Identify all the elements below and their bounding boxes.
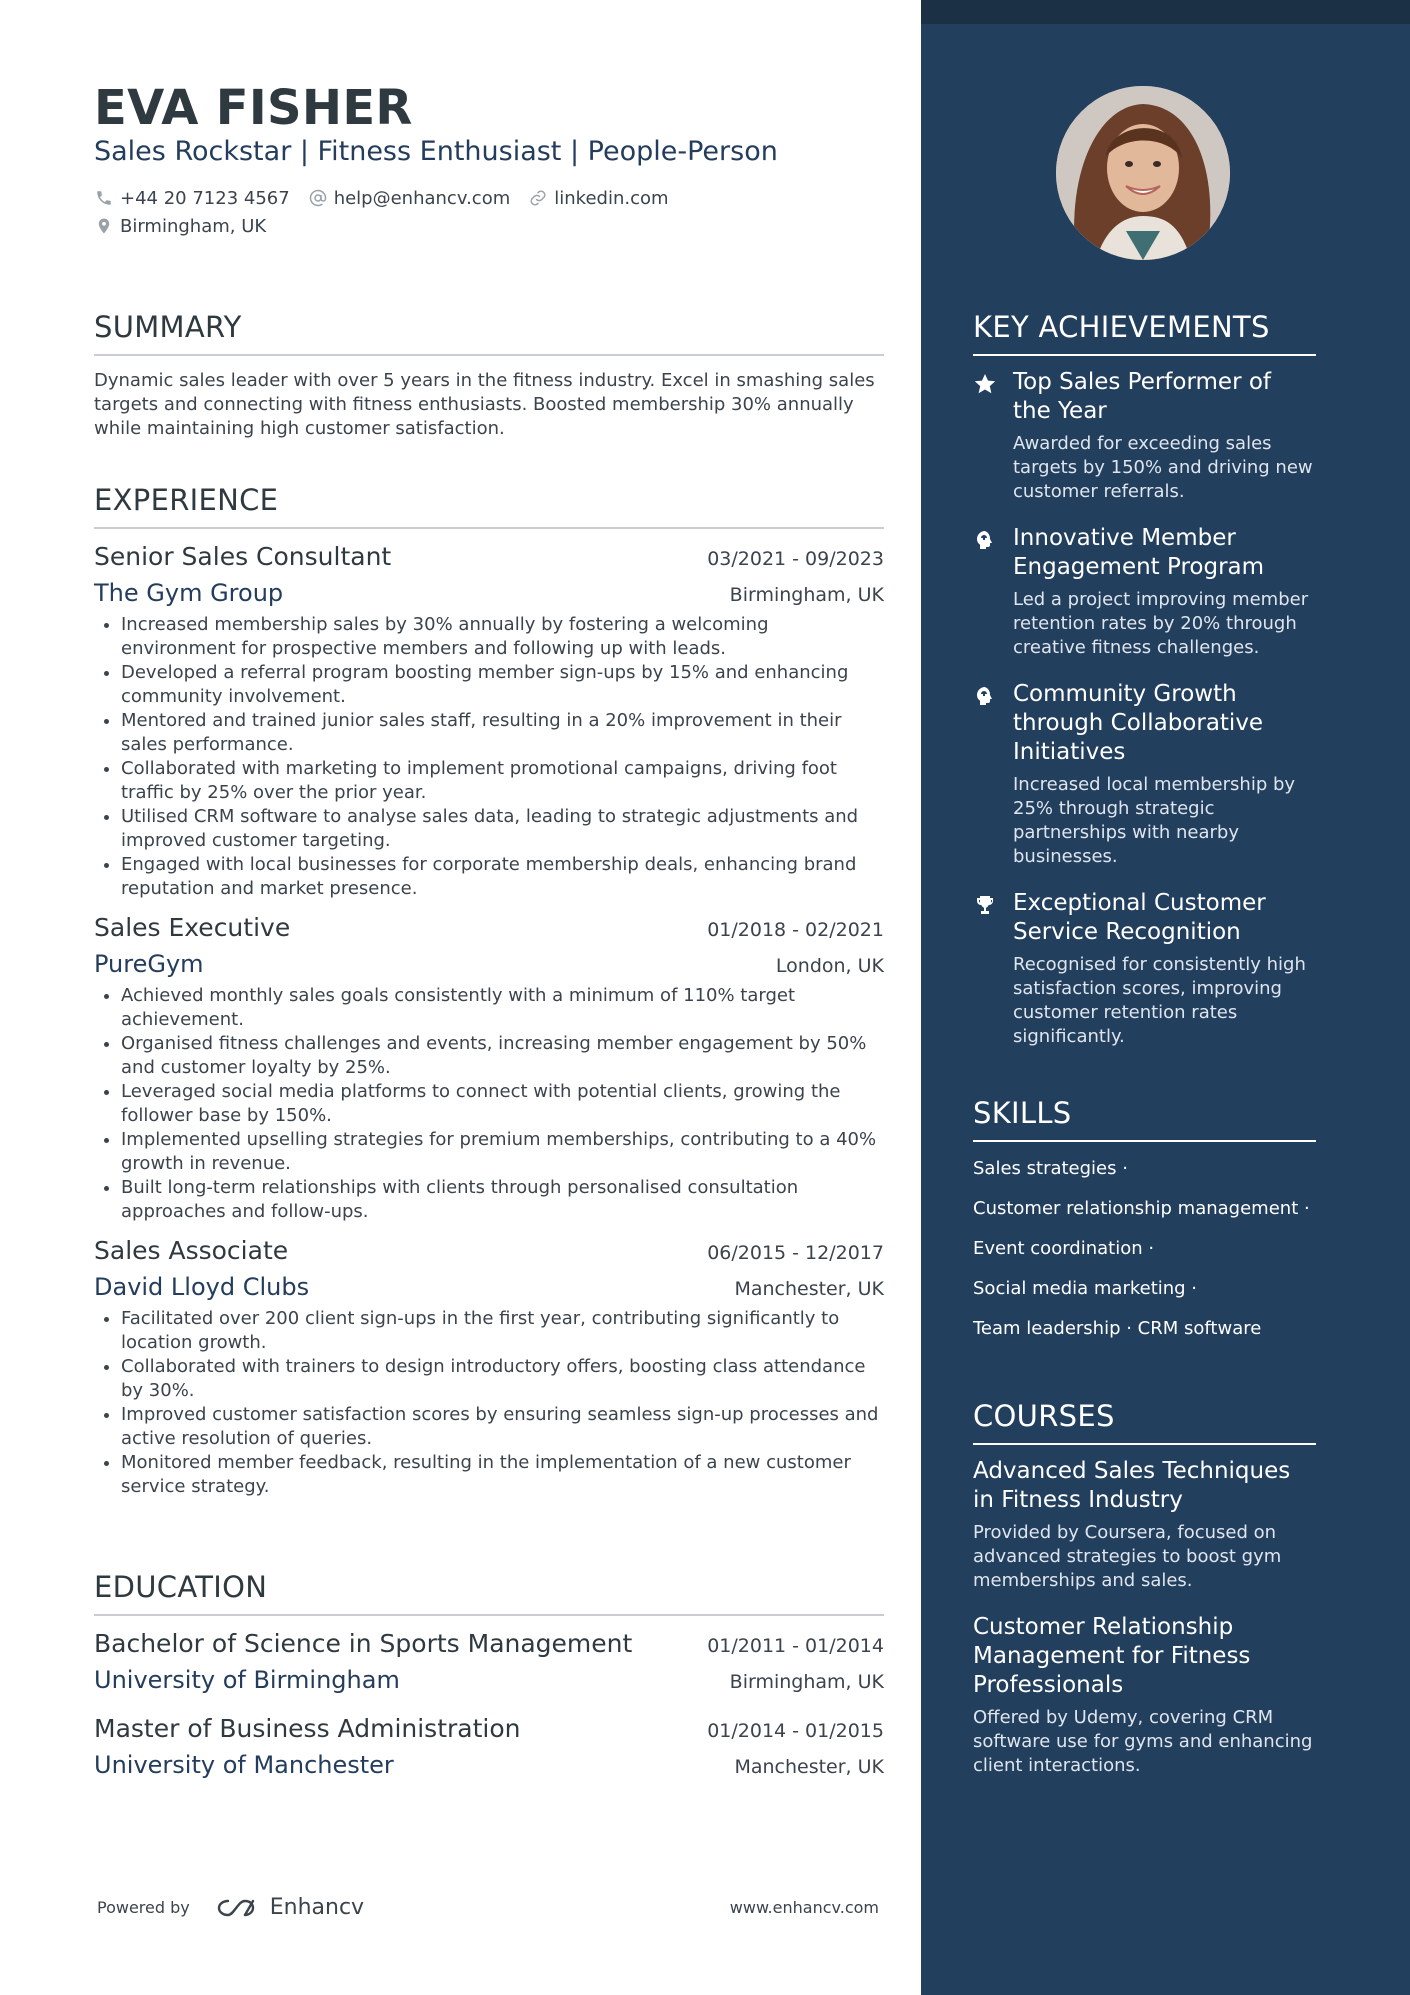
course-title: Advanced Sales Techniques in Fitness Industry (973, 1458, 1291, 1513)
skill-item: Customer relationship management · (973, 1198, 1310, 1219)
achievements-section (973, 310, 1316, 1069)
achievement-title: Innovative Member Engagement Program (1013, 525, 1265, 580)
job-bullets (121, 613, 884, 901)
job-list (94, 542, 884, 1499)
powered-by (97, 1895, 364, 1920)
education-dates: 01/2014 - 01/2015 (707, 1720, 884, 1742)
school-name: University of Birmingham (94, 1666, 400, 1694)
achievement-body (1013, 524, 1316, 660)
brand-logo[interactable] (216, 1895, 364, 1920)
education-heading: EDUCATION (94, 1570, 884, 1616)
education-entry (94, 1629, 884, 1694)
job-title: Sales Executive (94, 913, 291, 942)
education-subheader (94, 1751, 884, 1779)
course-list (973, 1457, 1316, 1778)
skill-item: Social media marketing · (973, 1278, 1198, 1299)
degree: Bachelor of Science in Sports Management (94, 1629, 633, 1658)
bullet-item: • Built long-term relationships with clients through personalised consultation approaches and follow-ups. (121, 1176, 884, 1224)
bullet-item: • Organised fitness challenges and events, increasing member engagement by 50% and customer loyalty by 25%. (121, 1032, 884, 1080)
achievement-item (973, 524, 1316, 660)
education-dates: 01/2011 - 01/2014 (707, 1635, 884, 1657)
school-name: University of Manchester (94, 1751, 394, 1779)
course-item (973, 1613, 1316, 1778)
star-icon (973, 368, 1013, 504)
job-entry (94, 913, 884, 1224)
job-entry (94, 542, 884, 901)
achievement-description: Awarded for exceeding sales targets by 150% and driving new customer referrals. (1013, 433, 1313, 502)
company-name: PureGym (94, 950, 204, 978)
course-title: Customer Relationship Management for Fitness Professionals (973, 1614, 1251, 1698)
achievement-item (973, 368, 1316, 504)
skill-item: Sales strategies · (973, 1158, 1128, 1179)
summary-heading: SUMMARY (94, 310, 884, 356)
achievement-item (973, 889, 1316, 1049)
job-subheader (94, 1273, 884, 1301)
avatar (1056, 86, 1230, 260)
bullet-item: • Utilised CRM software to analyse sales data, leading to strategic adjustments and improved customer targeting. (121, 805, 884, 853)
phone-icon (94, 188, 114, 208)
job-title: Sales Associate (94, 1236, 289, 1265)
job-location: Manchester, UK (734, 1278, 884, 1300)
education-header (94, 1629, 884, 1658)
bullet-item: • Collaborated with marketing to implement promotional campaigns, driving foot traffic by 25% over the prior year. (121, 757, 884, 805)
at-sign-icon (308, 188, 328, 208)
powered-by-label: Powered by (97, 1898, 190, 1917)
achievement-description: Recognised for consistently high satisfaction scores, improving customer retention rates significantly. (1013, 954, 1306, 1047)
company-name: David Lloyd Clubs (94, 1273, 310, 1301)
summary-text: Dynamic sales leader with over 5 years in the fitness industry. Excel in smashing sales targets and connecting with fitness enthusiasts. Boosted membership 30% annually while maintaining high customer satisfaction. (94, 370, 875, 439)
achievement-body (1013, 889, 1316, 1049)
skills-heading: SKILLS (973, 1096, 1316, 1142)
location-text: Birmingham, UK (120, 215, 267, 237)
bullet-item: • Developed a referral program boosting member sign-ups by 15% and enhancing community involvement. (121, 661, 884, 709)
education-location: Birmingham, UK (729, 1671, 884, 1693)
education-section (94, 1570, 884, 1799)
job-dates: 01/2018 - 02/2021 (707, 919, 884, 941)
footer (97, 1895, 879, 1920)
company-name: The Gym Group (94, 579, 284, 607)
achievement-description: Led a project improving member retention rates by 20% through creative fitness challenges. (1013, 589, 1309, 658)
job-header (94, 542, 884, 571)
job-subheader (94, 950, 884, 978)
brain-icon (973, 524, 1013, 660)
sidebar (921, 0, 1410, 1995)
experience-section (94, 483, 884, 1511)
job-title: Senior Sales Consultant (94, 542, 392, 571)
education-subheader (94, 1666, 884, 1694)
linkedin-contact[interactable] (528, 188, 668, 209)
job-entry (94, 1236, 884, 1499)
bullet-item: • Achieved monthly sales goals consistently with a minimum of 110% target achievement. (121, 984, 884, 1032)
achievement-title: Exceptional Customer Service Recognition (1013, 890, 1266, 945)
location-pin-icon (94, 216, 114, 236)
job-bullets (121, 1307, 884, 1499)
location-contact (94, 216, 266, 237)
job-header (94, 913, 884, 942)
achievement-item (973, 680, 1316, 869)
courses-heading: COURSES (973, 1399, 1316, 1445)
summary-section (94, 310, 884, 441)
course-description: Provided by Coursera, focused on advanced strategies to boost gym memberships and sales. (973, 1522, 1282, 1591)
education-list (94, 1629, 884, 1779)
course-item (973, 1457, 1316, 1593)
job-dates: 06/2015 - 12/2017 (707, 1242, 884, 1264)
course-description: Offered by Udemy, covering CRM software use for gyms and enhancing client interactions. (973, 1707, 1313, 1776)
website-link[interactable]: www.enhancv.com (729, 1898, 879, 1917)
job-location: Birmingham, UK (729, 584, 884, 606)
education-header (94, 1714, 884, 1743)
job-subheader (94, 579, 884, 607)
bullet-item: • Monitored member feedback, resulting in the implementation of a new customer service strategy. (121, 1451, 884, 1499)
skill-list (973, 1156, 1316, 1356)
bullet-item: • Collaborated with trainers to design introductory offers, boosting class attendance by 30%. (121, 1355, 884, 1403)
link-icon (528, 188, 548, 208)
achievements-heading: KEY ACHIEVEMENTS (973, 310, 1316, 356)
education-location: Manchester, UK (734, 1756, 884, 1778)
bullet-item: • Improved customer satisfaction scores by ensuring seamless sign-up processes and active resolution of queries. (121, 1403, 884, 1451)
tagline: Sales Rockstar | Fitness Enthusiast | People-Person (94, 136, 778, 167)
achievement-title: Top Sales Performer of the Year (1013, 369, 1272, 424)
sidebar-top-bar (921, 0, 1410, 24)
phone-number: +44 20 7123 4567 (120, 187, 290, 209)
job-header (94, 1236, 884, 1265)
bullet-item: • Leveraged social media platforms to connect with potential clients, growing the follower base by 150%. (121, 1080, 884, 1128)
contact-info (94, 185, 687, 241)
skills-section (973, 1096, 1316, 1356)
job-dates: 03/2021 - 09/2023 (707, 548, 884, 570)
experience-heading: EXPERIENCE (94, 483, 884, 529)
job-location: London, UK (775, 955, 884, 977)
courses-section (973, 1399, 1316, 1798)
bullet-item: • Mentored and trained junior sales staff, resulting in a 20% improvement in their sales performance. (121, 709, 884, 757)
email-address: help@enhancv.com (333, 187, 511, 209)
bullet-item: • Increased membership sales by 30% annually by fostering a welcoming environment for prospective members and following up with leads. (121, 613, 884, 661)
skill-item: Team leadership · CRM software (973, 1318, 1262, 1339)
job-bullets (121, 984, 884, 1224)
achievement-body (1013, 680, 1316, 869)
achievement-description: Increased local membership by 25% through strategic partnerships with nearby businesses. (1013, 774, 1296, 867)
bullet-item: • Engaged with local businesses for corporate membership deals, enhancing brand reputation and market presence. (121, 853, 884, 901)
brand-name: Enhancv (269, 1895, 365, 1920)
achievement-title: Community Growth through Collaborative Initiatives (1013, 681, 1264, 765)
candidate-name: EVA FISHER (94, 80, 413, 136)
linkedin-link: linkedin.com (554, 187, 669, 209)
email-contact[interactable] (308, 188, 511, 209)
achievement-body (1013, 368, 1316, 504)
bullet-item: • Facilitated over 200 client sign-ups in the first year, contributing significantly to location growth. (121, 1307, 884, 1355)
trophy-icon (973, 889, 1013, 1049)
education-entry (94, 1714, 884, 1779)
degree: Master of Business Administration (94, 1714, 521, 1743)
skill-item: Event coordination · (973, 1238, 1155, 1259)
achievement-list (973, 368, 1316, 1049)
bullet-item: • Implemented upselling strategies for premium memberships, contributing to a 40% growth in revenue. (121, 1128, 884, 1176)
phone-contact[interactable] (94, 188, 290, 209)
brain-icon (973, 680, 1013, 869)
enhancv-logo-icon (216, 1896, 262, 1920)
